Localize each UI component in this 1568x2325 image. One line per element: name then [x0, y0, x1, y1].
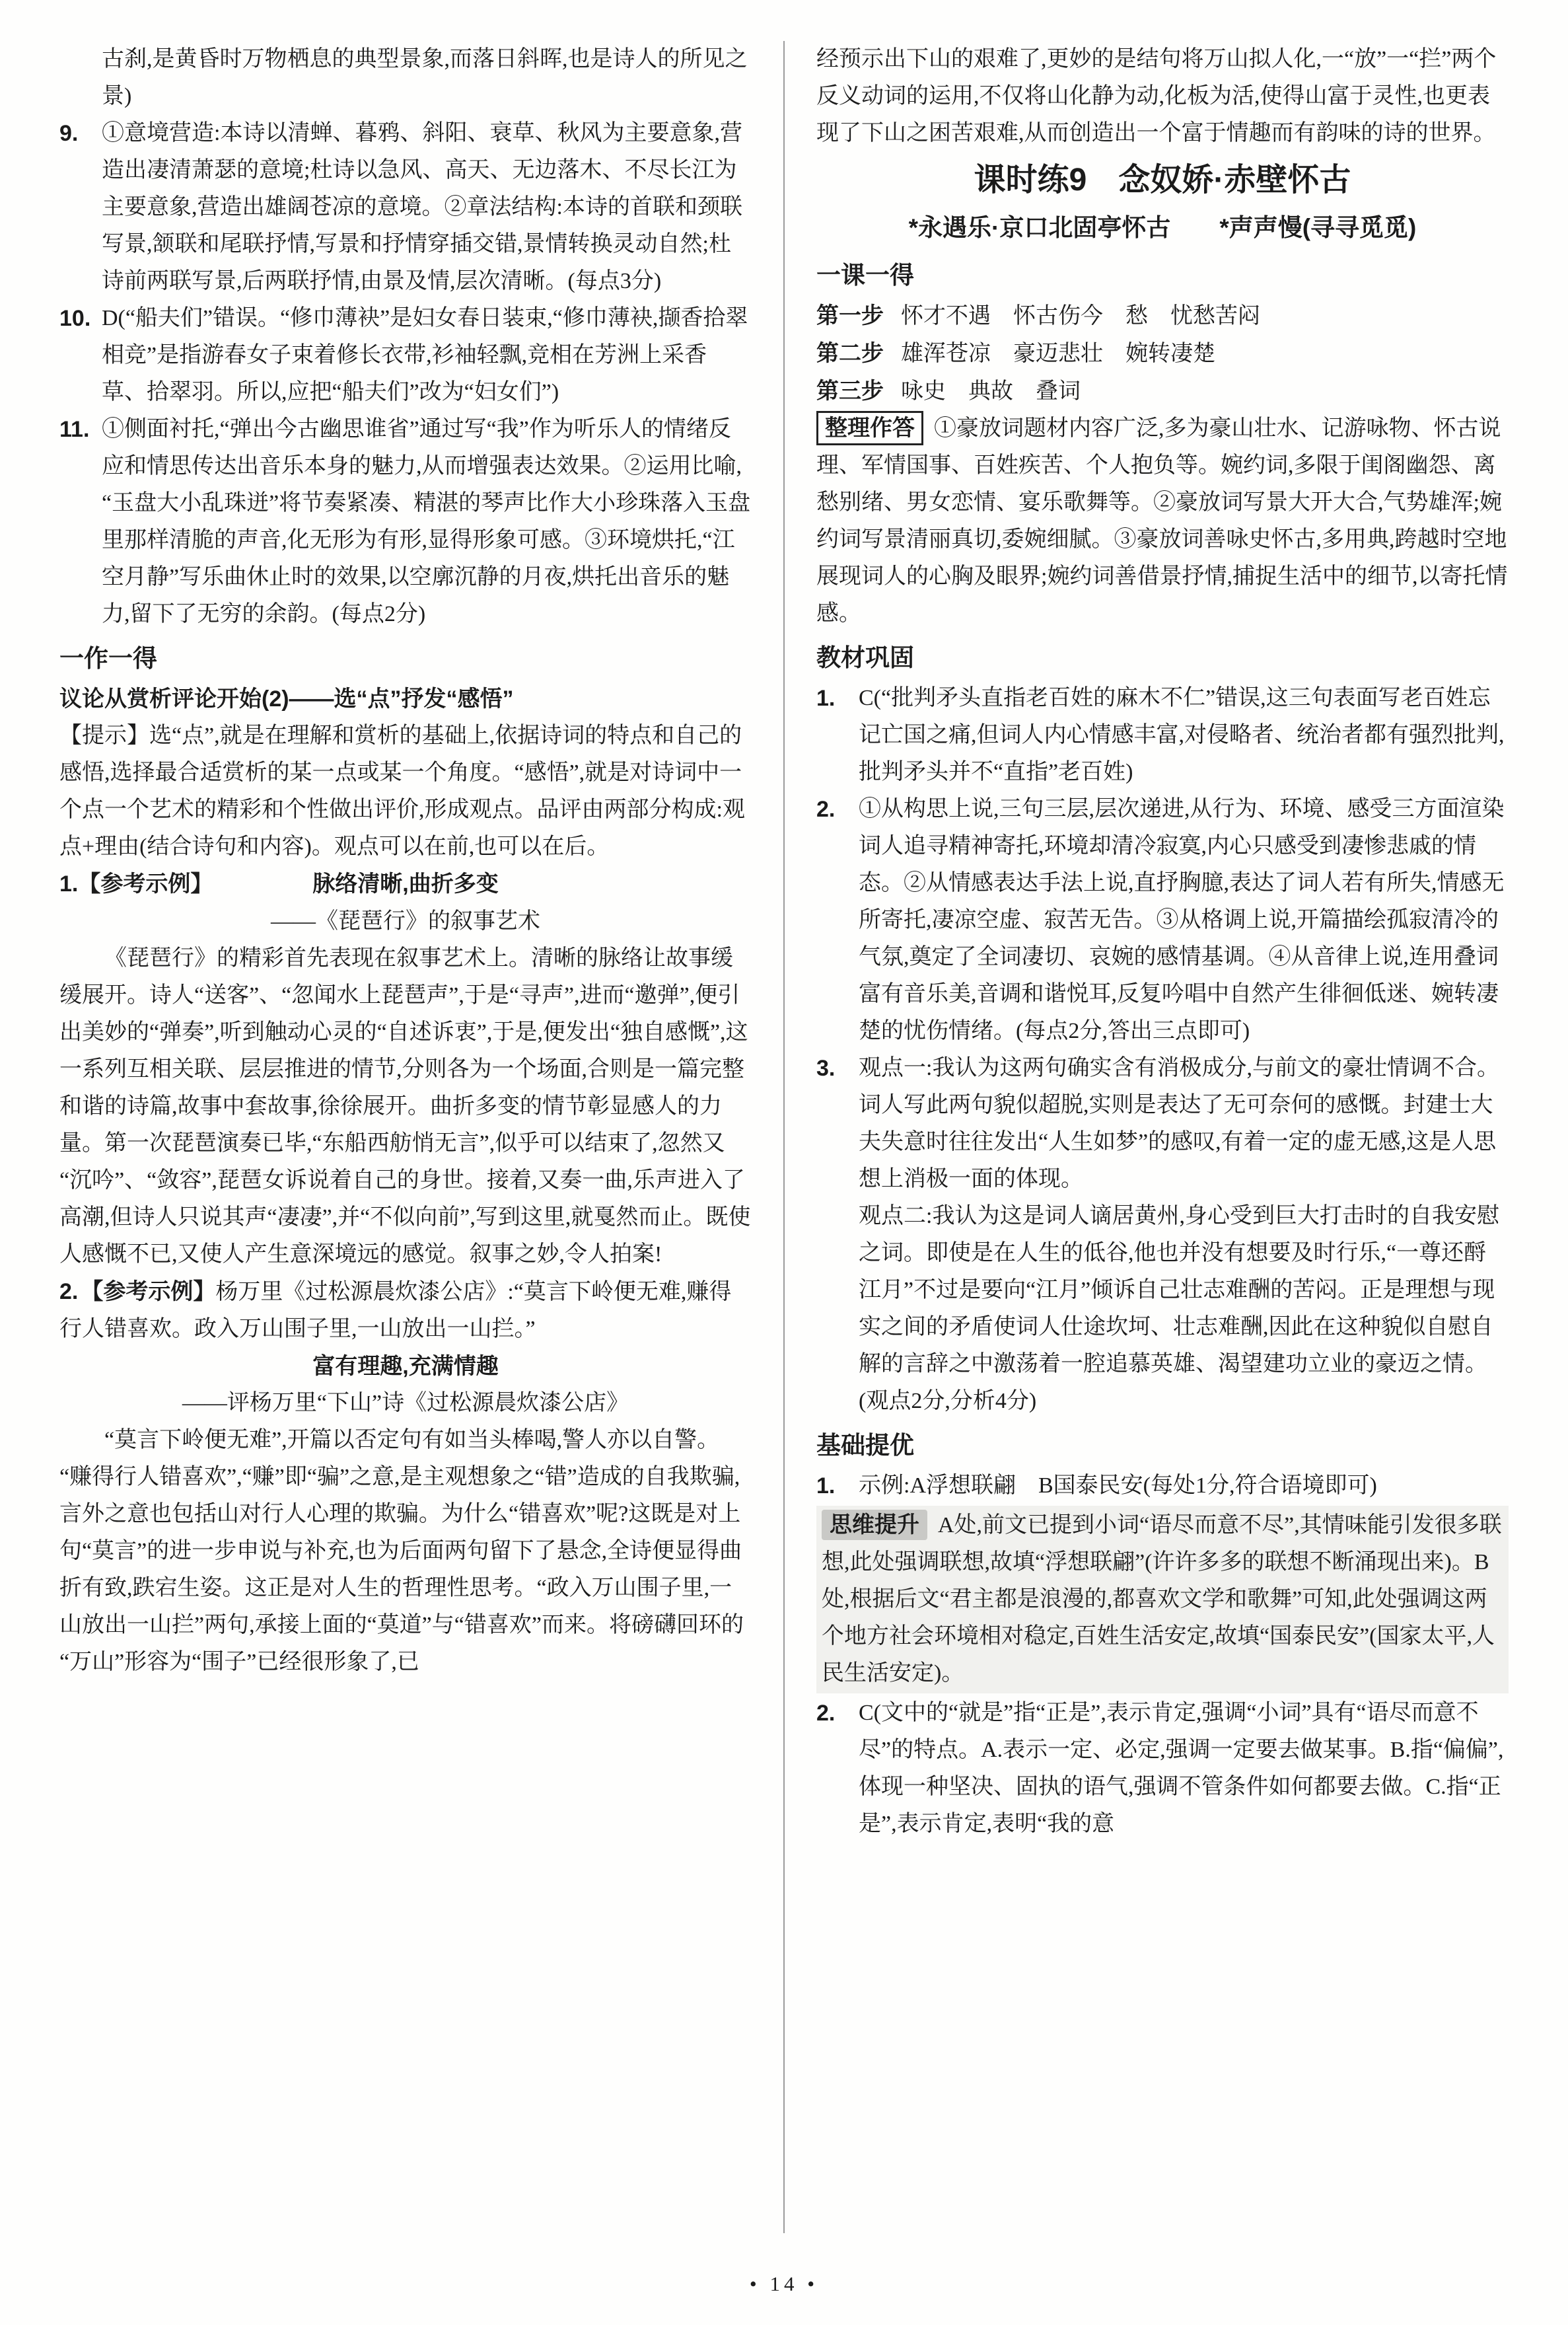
item-10-number: 10. [59, 306, 91, 331]
item-9-number: 9. [59, 121, 79, 146]
item-9-text: ①意境营造:本诗以清蝉、暮鸦、斜阳、衰草、秋风为主要意象,营造出凄清萧瑟的意境;杜诗以急风、高天、无边落木、不尽长江为主要意象,营造出雄阔苍凉的意境。②章法结构:本诗的首联和颈联写景,颔联和尾联抒情,写景和抒情穿插交错,景情转换灵动自然;杜诗前两联写景,后两联抒情,由景及情,层次清晰。(每点3分) [102, 121, 742, 293]
summary-answer-block [816, 410, 1509, 632]
answer-item-9 [59, 115, 752, 300]
thinking-upgrade-block [816, 1506, 1509, 1693]
carryover-paragraph: 古刹,是黄昏时万物栖息的典型景象,而落日斜晖,也是诗人的所见之景) [102, 47, 748, 108]
textbook-item-1-number: 1. [816, 686, 836, 711]
lesson-topic-line: 议论从赏析评论开始(2)——选“点”抒发“感悟” [59, 686, 514, 712]
step-3-label: 第三步 [816, 379, 884, 404]
answer-item-10 [59, 300, 752, 411]
lesson-subtitle: *永遇乐·京口北固亭怀古 *声声慢(寻寻觅觅) [908, 214, 1417, 241]
textbook-item-3-number: 3. [816, 1056, 836, 1081]
carryover-paragraph-right: 经预示出下山的艰难了,更妙的是结句将万山拟人化,一“放”一“拦”两个反义动词的运用,不仅将山化静为动,化板为活,使得山富于灵性,也更表现了下山之困苦艰难,从而创造出一个富于情趣而有韵味的诗的世界。 [816, 47, 1497, 145]
summary-answer-text: ①豪放词题材内容广泛,多为豪山壮水、记游咏物、怀古说理、军情国事、百姓疾苦、个人抱负等。婉约词,多限于闺阁幽怨、离愁别绪、男女恋情、宴乐歌舞等。②豪放词写景大开大合,气势雄浑;婉约词写景清丽真切,委婉细腻。③豪放词善咏史怀古,多用典,跨越时空地展现词人的心胸及眼界;婉约词善借景抒情,捕捉生活中的细节,以寄托情感。 [816, 416, 1508, 626]
item-11-text: ①侧面衬托,“弹出今古幽思谁省”通过写“我”作为听乐人的情绪反应和情思传达出音乐本身的魅力,从而增强表达效果。②运用比喻,“玉盘大小乱珠迸”将节奏紧凑、精湛的琴声比作大小珍珠落入玉盘里那样清脆的声音,化无形为有形,显得形象可感。③环境烘托,“江空月静”写乐曲休止时的效果,以空廓沉静的月夜,烘托出音乐的魅力,留下了无穷的余韵。(每点2分) [102, 417, 751, 626]
example-1-lead [59, 866, 213, 903]
textbook-item-3 [816, 1050, 1509, 1420]
basics-item-2-text: C(文中的“就是”指“正是”,表示肯定,强调“小词”具有“语尽而意不尽”的特点。A.表示一定、必定,强调一定要去做某事。B.指“偏偏”,体现一种坚决、固执的语气,强调不管条件如何都要去做。C.指“正是”,表示肯定,表明“我的意 [859, 1701, 1504, 1836]
summary-answer-label: 整理作答 [816, 411, 923, 445]
section-header-jichutiyu: 基础提优 [816, 1432, 914, 1459]
item-10-text: D(“船夫们”错误。“修巾薄袂”是妇女春日装束,“修巾薄袂,撷香拾翠相竞”是指游春女子束着修长衣带,衫袖轻飘,竞相在芳洲上采香草、拾翠羽。所以,应把“船夫们”改为“妇女们”) [102, 306, 748, 404]
example-1-number: 1. [59, 871, 79, 897]
example-2-title: 富有理趣,充满情趣 [312, 1354, 499, 1379]
step-2-terms: 雄浑苍凉 豪迈悲壮 婉转凄楚 [901, 342, 1215, 366]
textbook-item-1 [816, 680, 1509, 791]
viewpoint-1-paragraph: 观点一:我认为这两句确实含有消极成分,与前文的豪壮情调不合。词人写此两句貌似超脱,实则是表达了无可奈何的感慨。封建士大夫失意时往往发出“人生如梦”的感叹,有着一定的虚无感,这是人思想上消极一面的体现。 [859, 1056, 1499, 1191]
item-11-number: 11. [59, 417, 90, 442]
example-2-body: “莫言下岭便无难”,开篇以否定句有如当头棒喝,警人亦以自警。“赚得行人错喜欢”,“赚”即“骗”之意,是主观想象之“错”造成的自我欺骗,言外之意也包括山对行人心理的欺骗。为什么“错喜欢”呢?这既是对上句“莫言”的进一步申说与补充,也为后面两句留下了悬念,全诗便显得曲折有致,跌宕生姿。这正是对人生的哲理性思考。“政入万山围子里,一山放出一山拦”两句,承接上面的“莫道”与“错喜欢”而来。将磅礴回环的“万山”形容为“围子”已经很形象了,已 [59, 1428, 744, 1674]
example-2-intro: 杨万里《过松源晨炊漆公店》:“莫言下岭便无难,赚得行人错喜欢。政入万山围子里,一山放出一山拦。” [59, 1280, 732, 1341]
basics-item-2-number: 2. [816, 1701, 836, 1726]
basics-item-1-number: 1. [816, 1473, 836, 1498]
example-1-body: 《琵琶行》的精彩首先表现在叙事艺术上。清晰的脉络让故事缓缓展开。诗人“送客”、“忽闻水上琵琶声”,于是“寻声”,进而“邀弹”,便引出美妙的“弹奏”,听到触动心灵的“自述诉衷”,于是,便发出“独自感慨”,这一系列互相关联、层层推进的情节,分则各为一个场面,合则是一篇完整和谐的诗篇,故事中套故事,徐徐展开。曲折多变的情节彰显感人的力量。第一次琵琶演奏已毕,“东船西舫悄无言”,似乎可以结束了,忽然又“沉吟”、“敛容”,琵琶女诉说着自己的身世。接着,又奏一曲,乐声进入了高潮,但诗人只说其声“凄凄”,并“不似向前”,写到这里,就戛然而止。既使人感慨不已,又使人产生意深境远的感觉。叙事之妙,令人拍案! [59, 946, 751, 1267]
example-1-title: 脉络清晰,曲折多变 [312, 871, 499, 897]
step-2-row [816, 335, 1509, 373]
step-3-row [816, 373, 1509, 410]
example-2-number: 2. [59, 1279, 79, 1304]
step-2-label: 第二步 [816, 341, 884, 366]
basics-item-2 [816, 1695, 1509, 1843]
step-3-terms: 咏史 典故 叠词 [901, 379, 1081, 404]
thinking-upgrade-text: A处,前文已提到小词“语尽而意不尽”,其情味能引发很多联想,此处强调联想,故填“浮想联翩”(许许多多的联想不断涌现出来)。B处,根据后文“君主都是浪漫的,都喜欢文学和歌舞”可知,此处强调这两个地方社会环境相对稳定,百姓生活安定,故填“国泰民安”(国家太平,人民生活安定)。 [822, 1513, 1502, 1685]
textbook-item-2-number: 2. [816, 797, 836, 822]
section-header-jiaocaigonggu: 教材巩固 [816, 644, 914, 671]
answer-item-11 [59, 411, 752, 633]
example-2-label: 【参考示例】 [81, 1279, 216, 1304]
left-column [59, 41, 783, 2233]
section-header-yikeyide: 一课一得 [816, 262, 914, 289]
hint-paragraph: 【提示】选“点”,就是在理解和赏析的基础上,依据诗词的特点和自己的感悟,选择最合适赏析的某一点或某一个角度。“感悟”,就是对诗词中一个点一个艺术的精彩和个性做出评价,形成观点。品评由两部分构成:观点+理由(结合诗句和内容)。观点可以在前,也可以在后。 [59, 723, 745, 859]
thinking-upgrade-label: 思维提升 [822, 1510, 927, 1540]
example-1-label: 【参考示例】 [78, 871, 213, 897]
step-1-terms: 怀才不遇 怀古伤今 愁 忧愁苦闷 [901, 304, 1260, 328]
basics-item-1 [816, 1467, 1509, 1504]
lesson-title: 课时练9 念奴娇·赤壁怀古 [974, 163, 1351, 198]
section-header-yizuoyide: 一作一得 [59, 645, 157, 672]
textbook-item-2-text: ①从构思上说,三句三层,层次递进,从行为、环境、感受三方面渲染词人追寻精神寄托,环境却清冷寂寞,内心只感受到凄惨悲戚的情态。②从情感表达手法上说,直抒胸臆,表达了词人若有所失,情感无所寄托,凄凉空虚、寂苦无告。③从格调上说,开篇描绘孤寂清冷的气氛,奠定了全词凄切、哀婉的感情基调。④从音律上说,连用叠词富有音乐美,音调和谐悦耳,反复吟唱中自然产生徘徊低迷、婉转凄楚的忧伤情绪。(每点2分,答出三点即可) [859, 797, 1505, 1043]
textbook-item-3-text [859, 1050, 1509, 1420]
step-1-row [816, 297, 1509, 335]
page-number: • 14 • [749, 2272, 819, 2295]
textbook-item-1-text: C(“批判矛头直指老百姓的麻木不仁”错误,这三句表面写老百姓忘记亡国之痛,但词人内心情感丰富,对侵略者、统治者都有强烈批判,批判矛头并不“直指”老百姓) [859, 686, 1505, 784]
textbook-item-2 [816, 791, 1509, 1050]
example-2-subtitle: ——评杨万里“下山”诗《过松源晨炊漆公店》 [182, 1391, 629, 1415]
example-2-heading [59, 1273, 752, 1348]
example-1-heading [59, 866, 752, 903]
step-1-label: 第一步 [816, 303, 884, 328]
right-column [785, 41, 1509, 2233]
basics-item-1-text: 示例:A浮想联翩 B国泰民安(每处1分,符合语境即可) [859, 1473, 1377, 1498]
example-1-subtitle: ——《琵琶行》的叙事艺术 [271, 909, 540, 934]
viewpoint-2-paragraph: 观点二:我认为这是词人谪居黄州,身心受到巨大打击时的自我安慰之词。即使是在人生的低谷,他也并没有想要及时行乐,“一尊还酹江月”不过是要向“江月”倾诉自己壮志难酬的苦闷。正是理想与现实之间的矛盾使词人仕途坎坷、壮志难酬,因此在这种貌似自慰自解的言辞之中激荡着一腔追慕英雄、渴望建功立业的豪迈之情。(观点2分,分析4分) [859, 1204, 1499, 1413]
